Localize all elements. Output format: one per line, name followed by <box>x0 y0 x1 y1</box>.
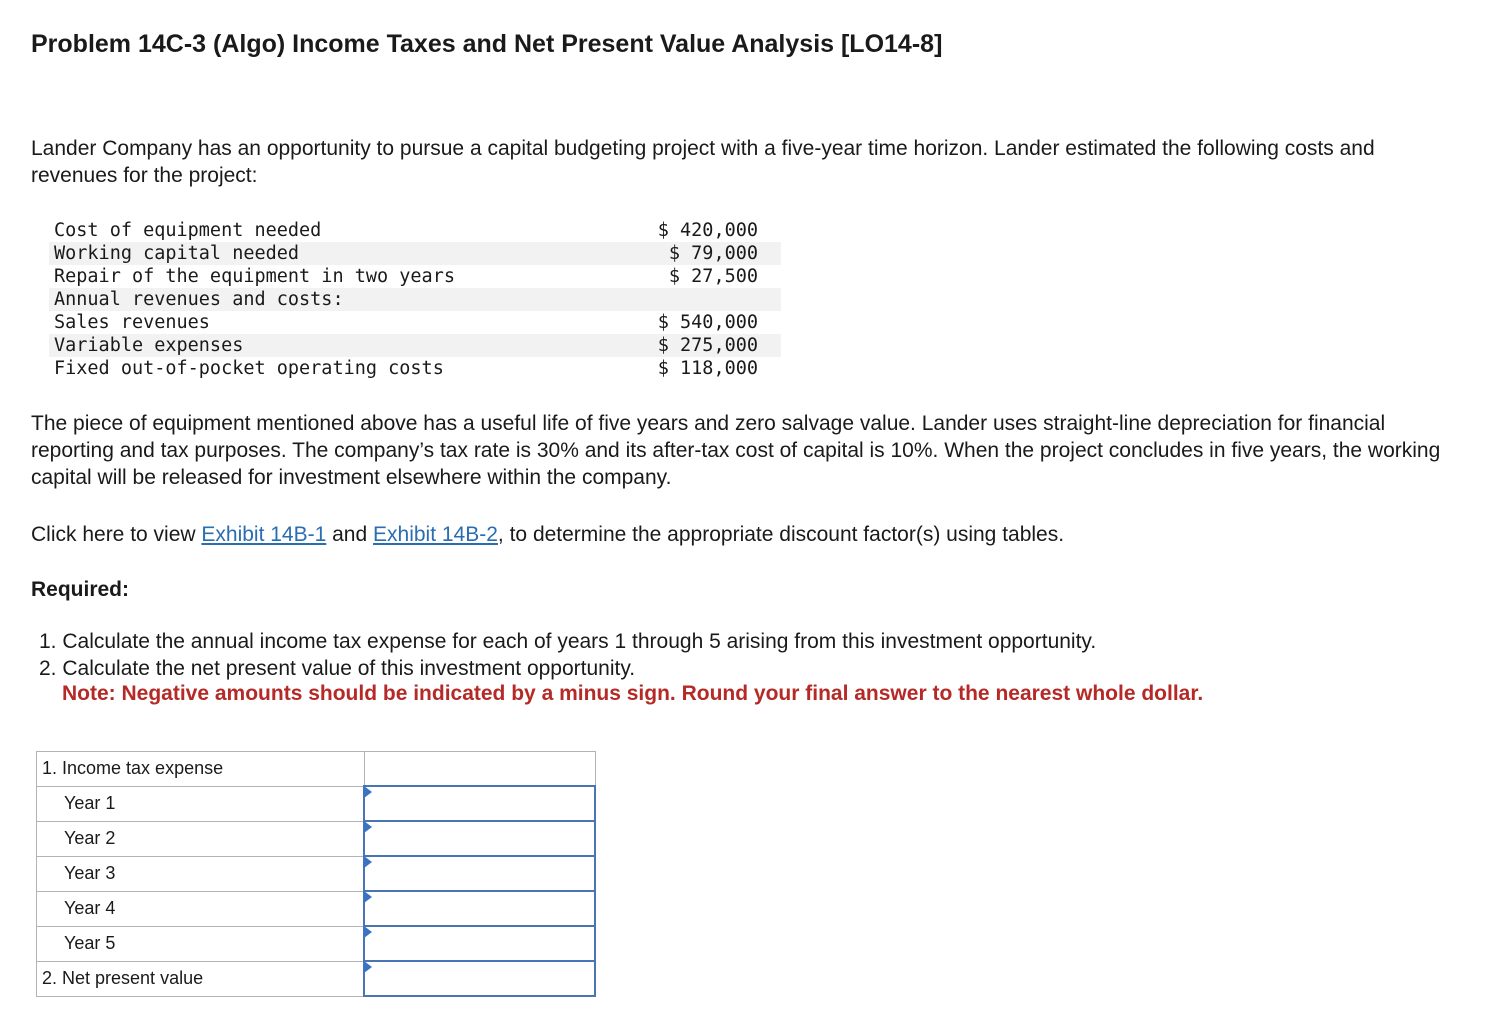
npv-input[interactable] <box>365 962 594 995</box>
answer-row <box>37 856 596 891</box>
data-row-label: Fixed out-of-pocket operating costs <box>54 358 444 379</box>
data-row-label: Annual revenues and costs: <box>49 288 603 311</box>
year-label: Year 1 <box>37 786 365 821</box>
requirements-list <box>39 628 1096 682</box>
answer-row <box>37 926 596 961</box>
header-blank-cell <box>364 752 595 787</box>
year-label: Year 2 <box>37 821 365 856</box>
data-row-amount: $ 79,000 <box>603 242 781 265</box>
data-row-label: Repair of the equipment in two years <box>54 266 455 287</box>
required-heading: Required: <box>31 578 130 601</box>
year-5-tax-input[interactable] <box>365 927 594 960</box>
year-1-tax-cell <box>364 786 595 821</box>
data-row-amount: $ 27,500 <box>668 266 758 287</box>
data-row <box>49 357 781 380</box>
answer-row <box>37 821 596 856</box>
data-row <box>49 265 781 288</box>
income-tax-header: 1. Income tax expense <box>37 752 365 787</box>
exhibit-14b-1-link[interactable]: Exhibit 14B-1 <box>201 523 327 546</box>
npv-label: 2. Net present value <box>37 961 365 996</box>
year-4-tax-cell <box>364 891 595 926</box>
input-marker-icon <box>364 961 372 973</box>
npv-cell <box>364 961 595 996</box>
year-4-tax-input[interactable] <box>365 892 594 925</box>
exhibit-instructions <box>31 521 1451 548</box>
rounding-note: Note: Negative amounts should be indicated by a minus sign. Round your final answer to the nearest whole dollar. <box>62 682 1204 705</box>
data-row <box>49 288 781 311</box>
input-marker-icon <box>364 821 372 833</box>
requirement-item: 2. Calculate the net present value of this investment opportunity. <box>39 657 636 680</box>
exhibit-suffix: , to determine the appropriate discount factor(s) using tables. <box>497 523 1065 546</box>
year-5-tax-cell <box>364 926 595 961</box>
data-row-amount: $ 540,000 <box>657 312 758 333</box>
description-paragraph: The piece of equipment mentioned above has a useful life of five years and zero salvage value. Lander uses straight-line depreciation for financial reporting and tax purposes. The company’s tax rate is 30% and its after-tax cost of capital is 10%. When the project concludes in five years, the working capital will be released for investment elsewhere within the company. <box>31 412 1441 489</box>
data-row <box>49 242 781 265</box>
page-title: Problem 14C-3 (Algo) Income Taxes and Net Present Value Analysis [LO14-8] <box>31 30 943 58</box>
answer-row <box>37 891 596 926</box>
year-2-tax-input[interactable] <box>365 822 594 855</box>
year-1-tax-input[interactable] <box>365 787 594 820</box>
year-2-tax-cell <box>364 821 595 856</box>
intro-paragraph: Lander Company has an opportunity to pursue a capital budgeting project with a five-year time horizon. Lander estimated the following costs and revenues for the project: <box>31 137 1375 187</box>
input-marker-icon <box>364 856 372 868</box>
answer-row <box>37 786 596 821</box>
answer-table <box>36 751 596 997</box>
year-label: Year 5 <box>37 926 365 961</box>
year-label: Year 4 <box>37 891 365 926</box>
answer-header-row <box>37 752 596 787</box>
data-row-amount: $ 118,000 <box>657 358 758 379</box>
data-row-label: Sales revenues <box>54 312 210 333</box>
data-row <box>49 311 781 334</box>
data-row-label: Variable expenses <box>49 334 603 357</box>
exhibit-prefix: Click here to view <box>31 523 202 546</box>
data-row-label: Cost of equipment needed <box>54 220 322 241</box>
data-row <box>49 334 781 357</box>
data-row-label: Working capital needed <box>49 242 603 265</box>
data-row-amount: $ 275,000 <box>603 334 781 357</box>
exhibit-middle: and <box>326 523 374 546</box>
data-row <box>49 219 781 242</box>
input-marker-icon <box>364 926 372 938</box>
year-label: Year 3 <box>37 856 365 891</box>
year-3-tax-input[interactable] <box>365 857 594 890</box>
cost-revenue-table <box>49 219 781 380</box>
data-row-amount: $ 420,000 <box>657 220 758 241</box>
answer-row <box>37 961 596 996</box>
input-marker-icon <box>364 891 372 903</box>
requirement-item: 1. Calculate the annual income tax expense for each of years 1 through 5 arising from this investment opportunity. <box>39 630 1097 653</box>
data-row-amount <box>603 288 781 311</box>
input-marker-icon <box>364 786 372 798</box>
year-3-tax-cell <box>364 856 595 891</box>
exhibit-14b-2-link[interactable]: Exhibit 14B-2 <box>373 523 498 546</box>
